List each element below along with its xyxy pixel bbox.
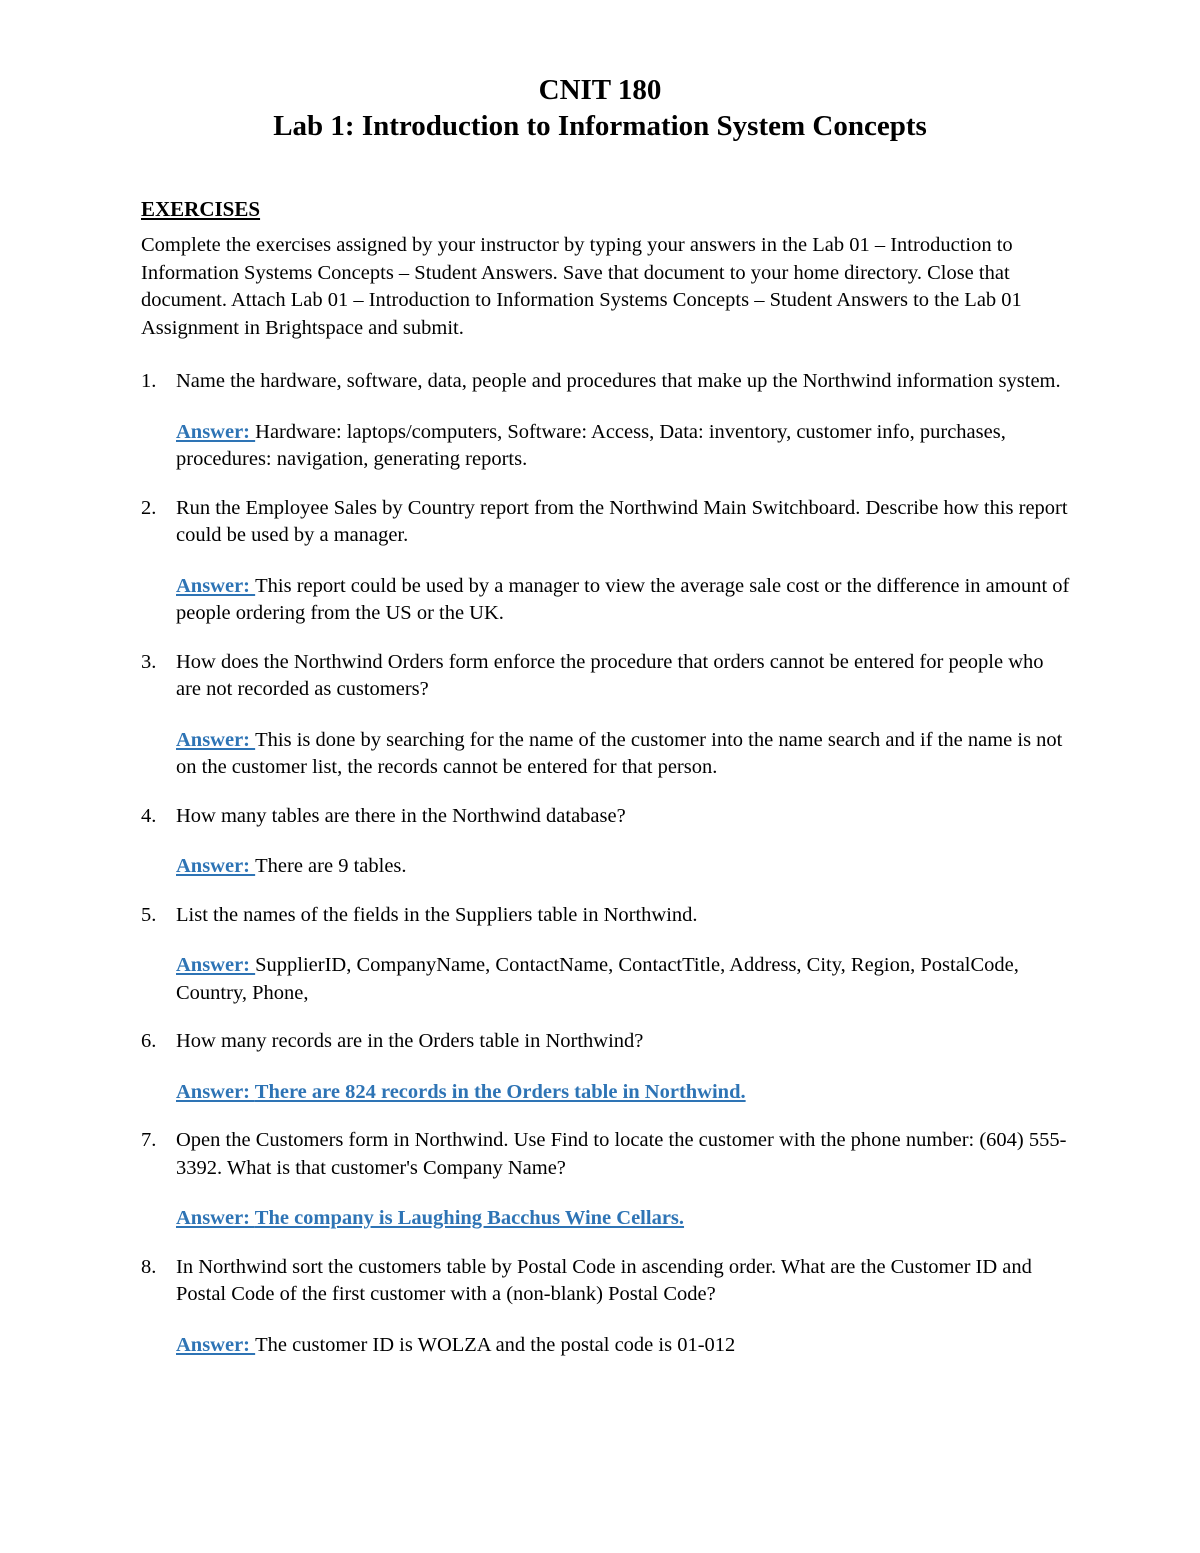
lab-title: Lab 1: Introduction to Information System Concepts [273, 110, 927, 142]
question-text: How many tables are there in the Northwind database? [176, 804, 626, 827]
question-item-7 [141, 1127, 1071, 1233]
question-text: List the names of the fields in the Suppliers table in Northwind. [176, 903, 698, 926]
answer [176, 1079, 1071, 1107]
question-number: 3. [141, 650, 157, 673]
question-number: 6. [141, 1030, 157, 1052]
answer [176, 573, 1071, 628]
question-text: In Northwind sort the customers table by Postal Code in ascending order. What are the Customer ID and Postal Code of the first customer with a (non-blank) Postal Code? [176, 1255, 1032, 1305]
answer [176, 1332, 1071, 1360]
question-item-4 [141, 803, 1071, 881]
answer-text: This report could be used by a manager to view the average sale cost or the difference in amount of people ordering from the US or the UK. [176, 574, 1070, 624]
question-number: 7. [141, 1129, 157, 1151]
course-title: CNIT 180 [538, 74, 662, 106]
answer-label: Answer: [176, 1080, 255, 1103]
answer-text: There are 9 tables. [255, 855, 407, 877]
question-number: 2. [141, 496, 157, 519]
question-item-5 [141, 902, 1071, 1008]
answer [176, 853, 1071, 881]
answer [176, 419, 1071, 474]
question-item-8 [141, 1254, 1071, 1360]
question-text: Name the hardware, software, data, people and procedures that make up the Northwind information system. [176, 370, 1061, 392]
answer-label: Answer: [176, 574, 256, 597]
question-number: 8. [141, 1255, 157, 1278]
answer-text: SupplierID, CompanyName, ContactName, ContactTitle, Address, City, Region, PostalCode, Country, Phone, [176, 954, 1019, 1004]
question-number: 5. [141, 903, 157, 926]
answer [176, 1205, 1071, 1233]
intro-paragraph: Complete the exercises assigned by your instructor by typing your answers in the Lab 01 – Introduction to Information Systems Concepts – Student Answers. Save that document to your home directory. Close that document. Attach Lab 01 – Introduction to Information Systems Concepts – Student Answers to the Lab 01 Assignment in Brightspace and submit. [141, 234, 1022, 339]
answer-label: Answer: [176, 954, 256, 976]
answer-text: Hardware: laptops/computers, Software: Access, Data: inventory, customer info, purchases, procedures: navigation, generating reports. [176, 420, 1006, 470]
question-item-6 [141, 1028, 1071, 1106]
question-list [141, 368, 1071, 1380]
answer [176, 727, 1071, 782]
answer-text: This is done by searching for the name of the customer into the name search and if the name is not on the customer list, the records cannot be entered for that person. [176, 728, 1063, 778]
question-item-3 [141, 649, 1071, 782]
question-item-1 [141, 368, 1071, 474]
answer-text: The customer ID is WOLZA and the postal code is 01-012 [255, 1333, 736, 1356]
answer-label: Answer: [176, 1207, 255, 1229]
question-number: 4. [141, 804, 157, 827]
question-number: 1. [141, 370, 157, 392]
answer-text: The company is Laughing Bacchus Wine Cellars. [254, 1207, 685, 1229]
answer-label: Answer: [176, 420, 256, 443]
answer-label: Answer: [176, 855, 256, 877]
answer-label: Answer: [176, 728, 256, 751]
question-text: Run the Employee Sales by Country report from the Northwind Main Switchboard. Describe how this report could be used by a manager. [176, 496, 1068, 546]
answer [176, 952, 1071, 1007]
answer-label: Answer: [176, 1333, 256, 1356]
question-text: Open the Customers form in Northwind. Use Find to locate the customer with the phone number: (604) 555-3392. What is that customer's Company Name? [176, 1129, 1067, 1179]
question-text: How many records are in the Orders table in Northwind? [176, 1030, 644, 1052]
answer-text: There are 824 records in the Orders table in Northwind. [254, 1080, 746, 1103]
exercises-heading: EXERCISES [141, 197, 261, 221]
question-item-2 [141, 495, 1071, 628]
question-text: How does the Northwind Orders form enforce the procedure that orders cannot be entered for people who are not recorded as customers? [176, 650, 1044, 700]
